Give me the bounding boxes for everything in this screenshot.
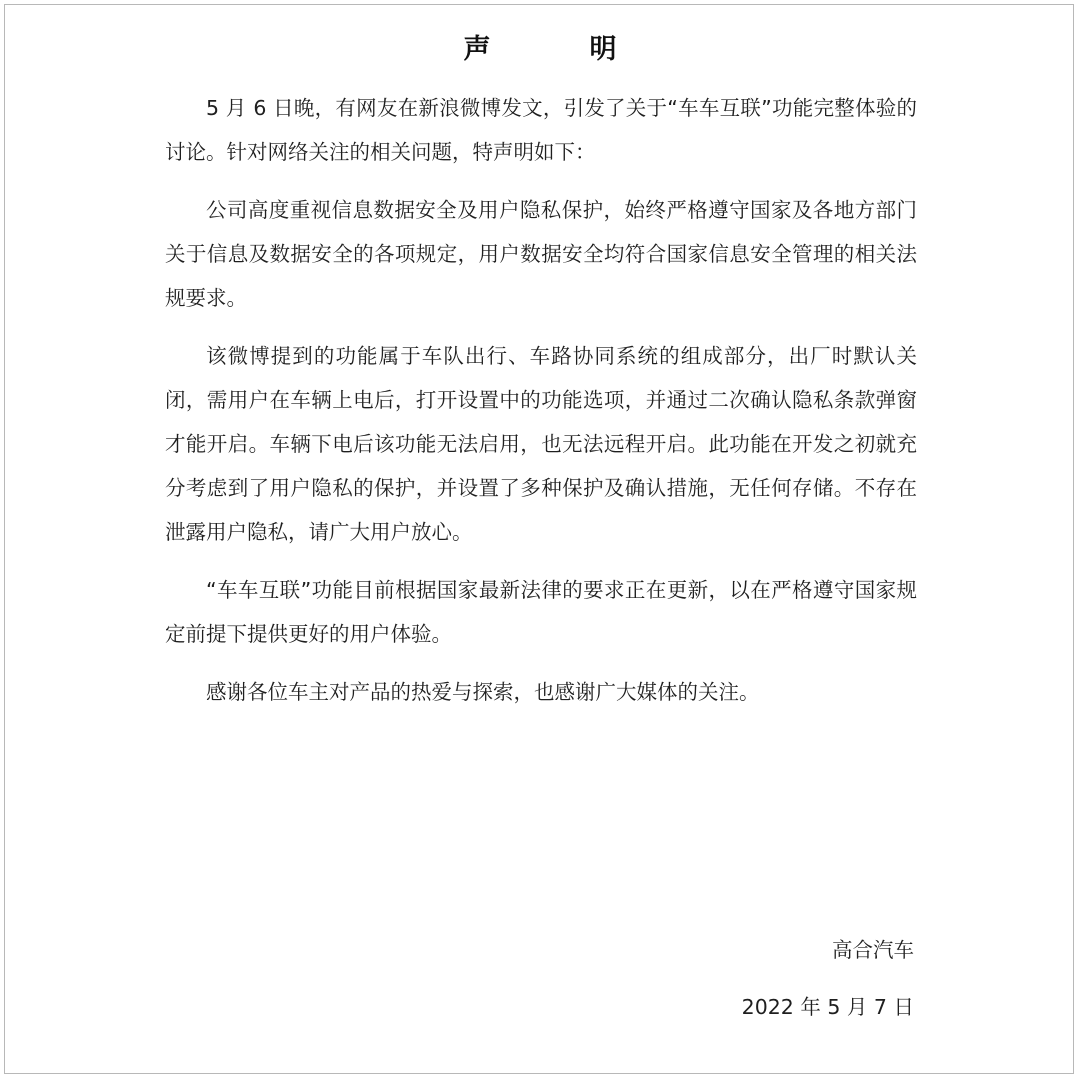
document-body [165, 86, 917, 728]
paragraph-1: 5 月 6 日晚，有网友在新浪微博发文，引发了关于“车车互联”功能完整体验的讨论。针对网络关注的相关问题，特声明如下： [165, 96, 917, 164]
paragraph-5: 感谢各位车主对产品的热爱与探索，也感谢广大媒体的关注。 [206, 680, 760, 704]
paragraph-3: 该微博提到的功能属于车队出行、车路协同系统的组成部分，出厂时默认关闭，需用户在车辆上电后，打开设置中的功能选项，并通过二次确认隐私条款弹窗才能开启。车辆下电后该功能无法启用，也无法远程开启。此功能在开发之初就充分考虑到了用户隐私的保护，并设置了多种保护及确认措施，无任何存储。不存在泄露用户隐私，请广大用户放心。 [165, 344, 917, 544]
document-title: 声 明 [463, 34, 653, 65]
signature-date: 2022 年 5 月 7 日 [741, 995, 914, 1019]
signature-company: 高合汽车 [832, 938, 914, 962]
paragraph-2: 公司高度重视信息数据安全及用户隐私保护，始终严格遵守国家及各地方部门关于信息及数据安全的各项规定，用户数据安全均符合国家信息安全管理的相关法规要求。 [165, 198, 917, 310]
paragraph-4: “车车互联”功能目前根据国家最新法律的要求正在更新，以在严格遵守国家规定前提下提供更好的用户体验。 [165, 578, 917, 646]
